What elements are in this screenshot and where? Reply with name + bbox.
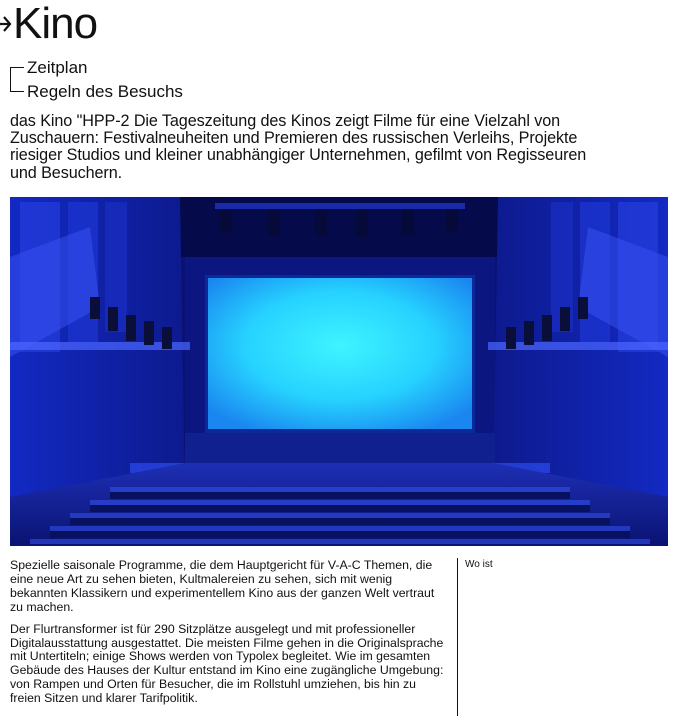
tree-connector-icon	[10, 67, 24, 92]
page-title-text: Kino	[13, 0, 98, 48]
intro-paragraph: das Kino "HPP-2 Die Tageszeitung des Kinos zeigt Filme für eine Vielzahl von Zuschauern: Festivalneuheiten und Premieren des russischen Verleihs, Projekte riesiger Studios und kleiner unabhängiger Unternehmen, gefilmt von Regisseuren und Besuchern.	[10, 112, 587, 182]
body-paragraph: Spezielle saisonale Programme, die dem Hauptgericht für V-A-C Themen, die eine neue Art zu sehen bieten, Kultmalereien zu sehen, sich mit wenig bekannten Klassikern und experimentellem Kino aus der ganzen Welt vertraut zu machen.	[10, 558, 435, 614]
column-divider	[457, 558, 458, 716]
cinema-hall-image	[10, 197, 668, 546]
page-title	[0, 0, 97, 48]
subnav-link-visit-rules[interactable]: Regeln des Besuchs	[27, 82, 183, 101]
sub-navigation	[10, 56, 270, 104]
subnav-link-schedule[interactable]: Zeitplan	[27, 58, 88, 77]
arrow-right-icon	[0, 13, 12, 35]
body-text-column	[10, 559, 446, 714]
body-paragraph: Der Flurtransformer ist für 290 Sitzplätze ausgelegt und mit professioneller Digitalausstattung ausgestattet. Die meisten Filme gehen in die Originalsprache mit Untertiteln; einige Shows werden von Typolex begleitet. Wie im gesamten Gebäude des Hauses der Kultur entstand im Kino eine zugängliche Umgebung: von Rampen und Orten für Besucher, die im Rollstuhl umziehen, bis hin zu freien Sitzen und klarer Tarifpolitik.	[10, 621, 444, 706]
location-label: Wo ist	[465, 559, 493, 570]
